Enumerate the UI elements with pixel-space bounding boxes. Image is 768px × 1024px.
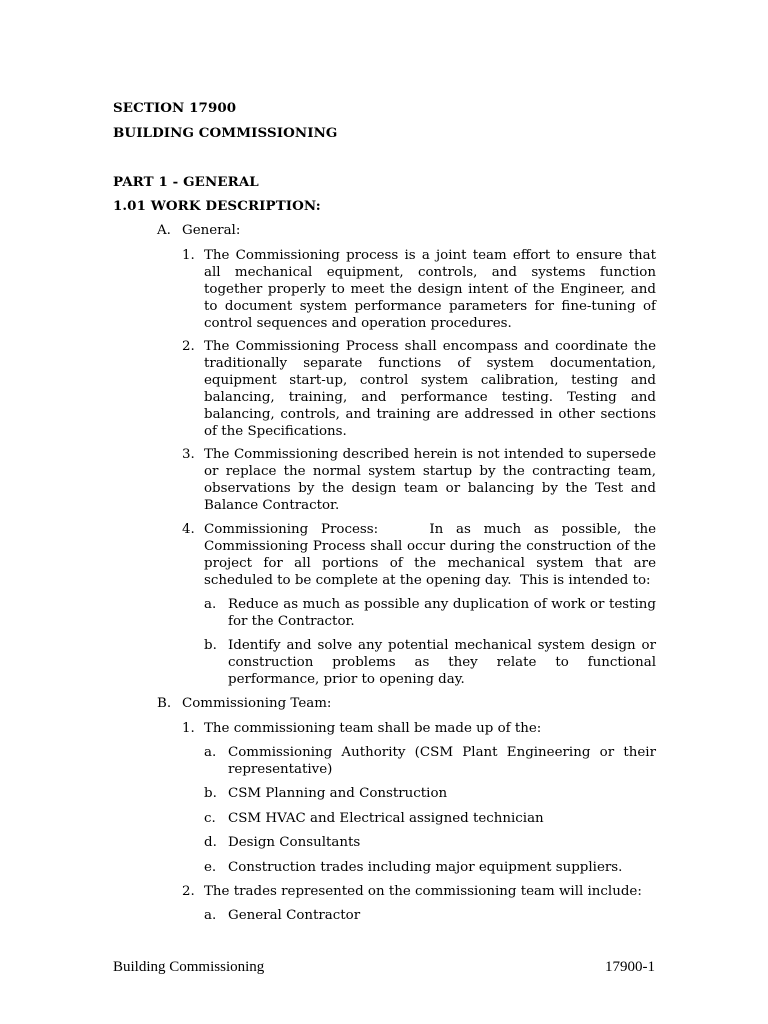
list-item-B1: [182, 720, 656, 737]
list-item-B1b: [204, 785, 656, 802]
list-marker: 1.: [182, 248, 195, 263]
list-item-text: The commissioning team shall be made up of the:: [204, 721, 542, 736]
section-number: SECTION 17900: [113, 100, 237, 116]
page-number: 17900-1: [605, 959, 655, 975]
list-item-A3: [182, 446, 656, 514]
subsection-heading: 1.01 WORK DESCRIPTION:: [113, 198, 321, 214]
list-item-text: General Contractor: [228, 908, 361, 923]
list-item-A4a: [204, 596, 656, 630]
list-item-B: [157, 695, 331, 712]
list-item-B1c: [204, 810, 656, 827]
list-marker: 3.: [182, 447, 195, 462]
list-item-text: The Commissioning process is a joint team effort to ensure that all mechanical equipment, controls, and systems function together properly to meet the design intent of the Engineer, and to document system performance parameters for fine-tuning of control sequences and operation procedures.: [204, 248, 656, 331]
list-marker: a.: [204, 597, 217, 612]
list-item-A: [157, 222, 240, 239]
list-item-B1d: [204, 834, 656, 851]
list-marker: a.: [204, 908, 217, 923]
list-marker: A.: [157, 223, 171, 238]
list-item-label: General:: [182, 223, 241, 238]
list-marker: 2.: [182, 339, 195, 354]
list-item-text: Construction trades including major equipment suppliers.: [228, 860, 623, 875]
list-marker: 1.: [182, 721, 195, 736]
list-marker: d.: [204, 835, 217, 850]
list-item-A2: [182, 338, 656, 440]
footer-title: Building Commissioning: [113, 959, 265, 975]
list-item-text: The Commissioning described herein is not intended to supersede or replace the normal system startup by the contracting team, observations by the design team or balancing by the Test and Balance Contractor.: [204, 447, 656, 513]
list-item-label: Commissioning Team:: [182, 696, 332, 711]
list-item-A1: [182, 247, 656, 332]
list-item-text: CSM Planning and Construction: [228, 786, 448, 801]
list-item-text: Identify and solve any potential mechanical system design or construction problems as they relate to functional performance, prior to opening day.: [228, 638, 656, 687]
list-marker: b.: [204, 786, 217, 801]
list-item-A4: [182, 521, 661, 589]
section-title: BUILDING COMMISSIONING: [113, 125, 338, 141]
list-item-text: Commissioning Process: In as much as possible, the Commissioning Process shall occur during the construction of the project for all portions of the mechanical system that are scheduled to be complete at the opening day. This is intended to:: [204, 522, 661, 588]
list-item-text: Commissioning Authority (CSM Plant Engineering or their representative): [228, 745, 656, 777]
list-item-text: The Commissioning Process shall encompass and coordinate the traditionally separate functions of system documentation, equipment start-up, control system calibration, testing and balancing, training, and performance testing. Testing and balancing, controls, and training are addressed in other sections of the Specifications.: [204, 339, 656, 439]
list-item-A4b: [204, 637, 656, 688]
list-item-text: Design Consultants: [228, 835, 361, 850]
list-item-text: CSM HVAC and Electrical assigned technician: [228, 811, 544, 826]
list-marker: 4.: [182, 522, 195, 537]
list-item-B1e: [204, 859, 656, 876]
list-item-text: Reduce as much as possible any duplication of work or testing for the Contractor.: [228, 597, 656, 629]
list-marker: e.: [204, 860, 217, 875]
list-marker: c.: [204, 811, 216, 826]
list-item-B2: [182, 883, 656, 900]
list-marker: B.: [157, 696, 172, 711]
list-marker: b.: [204, 638, 217, 653]
list-item-B2a: [204, 907, 656, 924]
list-item-text: The trades represented on the commissioning team will include:: [204, 884, 642, 899]
part-heading: PART 1 - GENERAL: [113, 174, 259, 190]
list-item-B1a: [204, 744, 656, 778]
list-marker: a.: [204, 745, 217, 760]
list-marker: 2.: [182, 884, 195, 899]
